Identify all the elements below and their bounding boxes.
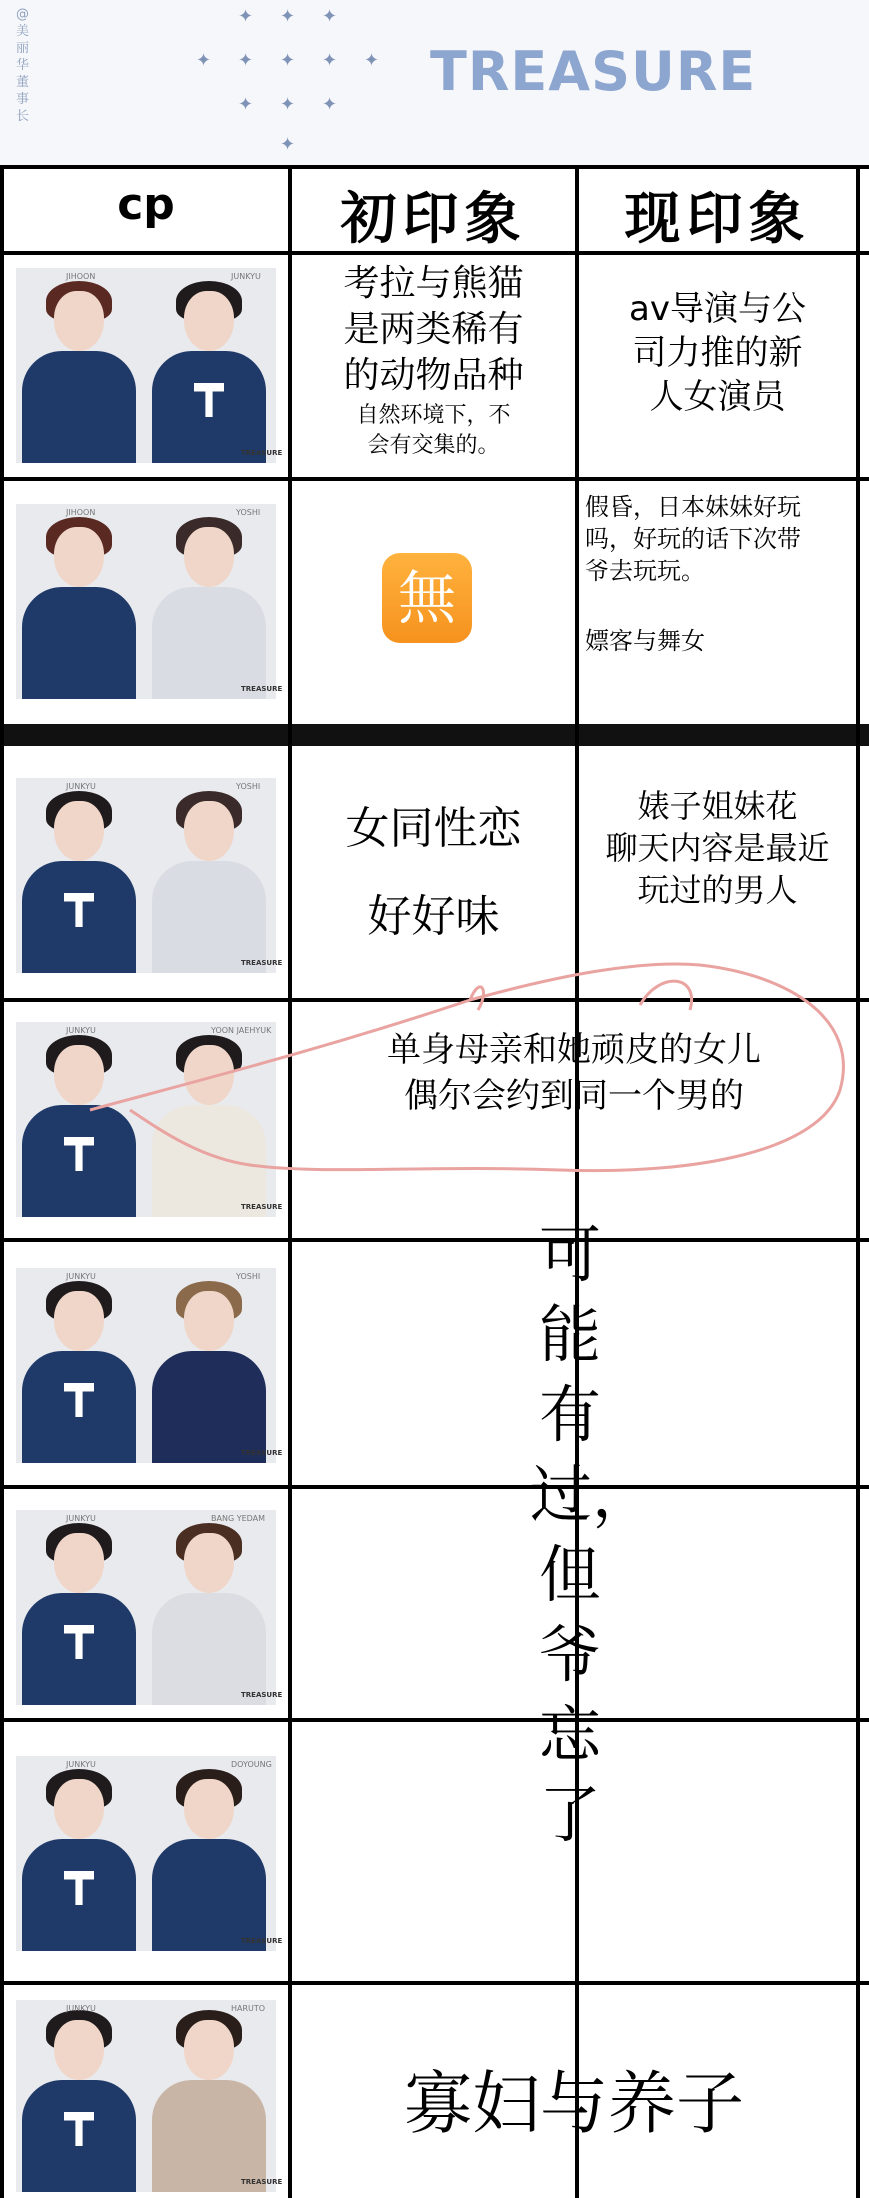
- star-icon: ✦: [280, 6, 296, 27]
- member-name-label: JUNKYU: [66, 2004, 96, 2013]
- column-header-current-impression: 现印象: [624, 187, 811, 252]
- star-icon: ✦: [238, 50, 254, 71]
- member-name-label: JIHOON: [66, 272, 96, 281]
- member-name-label: JUNKYU: [231, 272, 261, 281]
- row2-current-note: 嫖客与舞女: [585, 627, 705, 655]
- brand-mark: TREASURE: [241, 1203, 283, 1211]
- scribble-line: [640, 981, 692, 1010]
- member-name-label: YOSHI: [236, 782, 261, 791]
- treasure-logo: TREASURE: [430, 40, 757, 103]
- brand-mark: TREASURE: [241, 1449, 283, 1457]
- scribble-line: [90, 964, 843, 1171]
- member-name-label: YOSHI: [236, 1272, 261, 1281]
- brand-mark: TREASURE: [241, 1937, 283, 1945]
- member-name-label: DOYOUNG: [231, 1760, 272, 1769]
- row2-current-impression: 假昏，日本妹妹好玩 吗，好玩的话下次带 爷去玩玩。: [585, 493, 801, 585]
- star-icon: ✦: [364, 50, 380, 71]
- row8-merged-impression: 寡妇与养子: [403, 2065, 744, 2144]
- brand-mark: TREASURE: [241, 959, 283, 967]
- row1-first-note: 自然环境下，不 会有交集的。: [356, 403, 511, 458]
- member-name-label: YOON JAEHYUK: [211, 1026, 272, 1035]
- star-icon: ✦: [238, 94, 254, 115]
- brand-mark: TREASURE: [241, 2178, 283, 2186]
- star-icon: ✦: [322, 6, 338, 27]
- row1-first-impression: 考拉与熊猫 是两类稀有 的动物品种: [343, 263, 524, 396]
- brand-mark: TREASURE: [241, 1691, 283, 1699]
- member-name-label: JUNKYU: [66, 1514, 96, 1523]
- column-header-first-impression: 初印象: [340, 187, 527, 252]
- star-icon: ✦: [280, 134, 296, 155]
- row3-current-impression: 婊子姐妹花 聊天内容是最近 玩过的男人: [605, 787, 830, 909]
- brand-mark: TREASURE: [241, 449, 283, 457]
- row1-current-impression: av导演与公 司力推的新 人女演员: [629, 289, 806, 417]
- star-icon: ✦: [196, 50, 212, 71]
- none-icon: 無: [382, 553, 472, 643]
- member-name-label: BANG YEDAM: [211, 1514, 266, 1523]
- column-header-cp: cp: [117, 179, 175, 230]
- row4-merged-impression: 单身母亲和她顽皮的女儿 偶尔会约到同一个男的: [387, 1030, 761, 1116]
- member-name-label: JUNKYU: [66, 782, 96, 791]
- member-name-label: YOSHI: [236, 508, 261, 517]
- star-icon: ✦: [322, 50, 338, 71]
- member-name-label: JUNKYU: [66, 1760, 96, 1769]
- star-icon: ✦: [238, 6, 254, 27]
- watermark: @美丽华董事长: [16, 7, 30, 124]
- member-name-label: HARUTO: [231, 2004, 266, 2013]
- vertical-note: 可能有过，但爷忘了: [530, 1218, 655, 1851]
- member-name-label: JUNKYU: [66, 1272, 96, 1281]
- star-icon: ✦: [322, 94, 338, 115]
- row3-first-impression: 女同性恋 好好味: [345, 803, 522, 942]
- member-name-label: JUNKYU: [66, 1026, 96, 1035]
- star-icon: ✦: [280, 50, 296, 71]
- star-icon: ✦: [280, 94, 296, 115]
- brand-mark: TREASURE: [241, 685, 283, 693]
- member-name-label: JIHOON: [66, 508, 96, 517]
